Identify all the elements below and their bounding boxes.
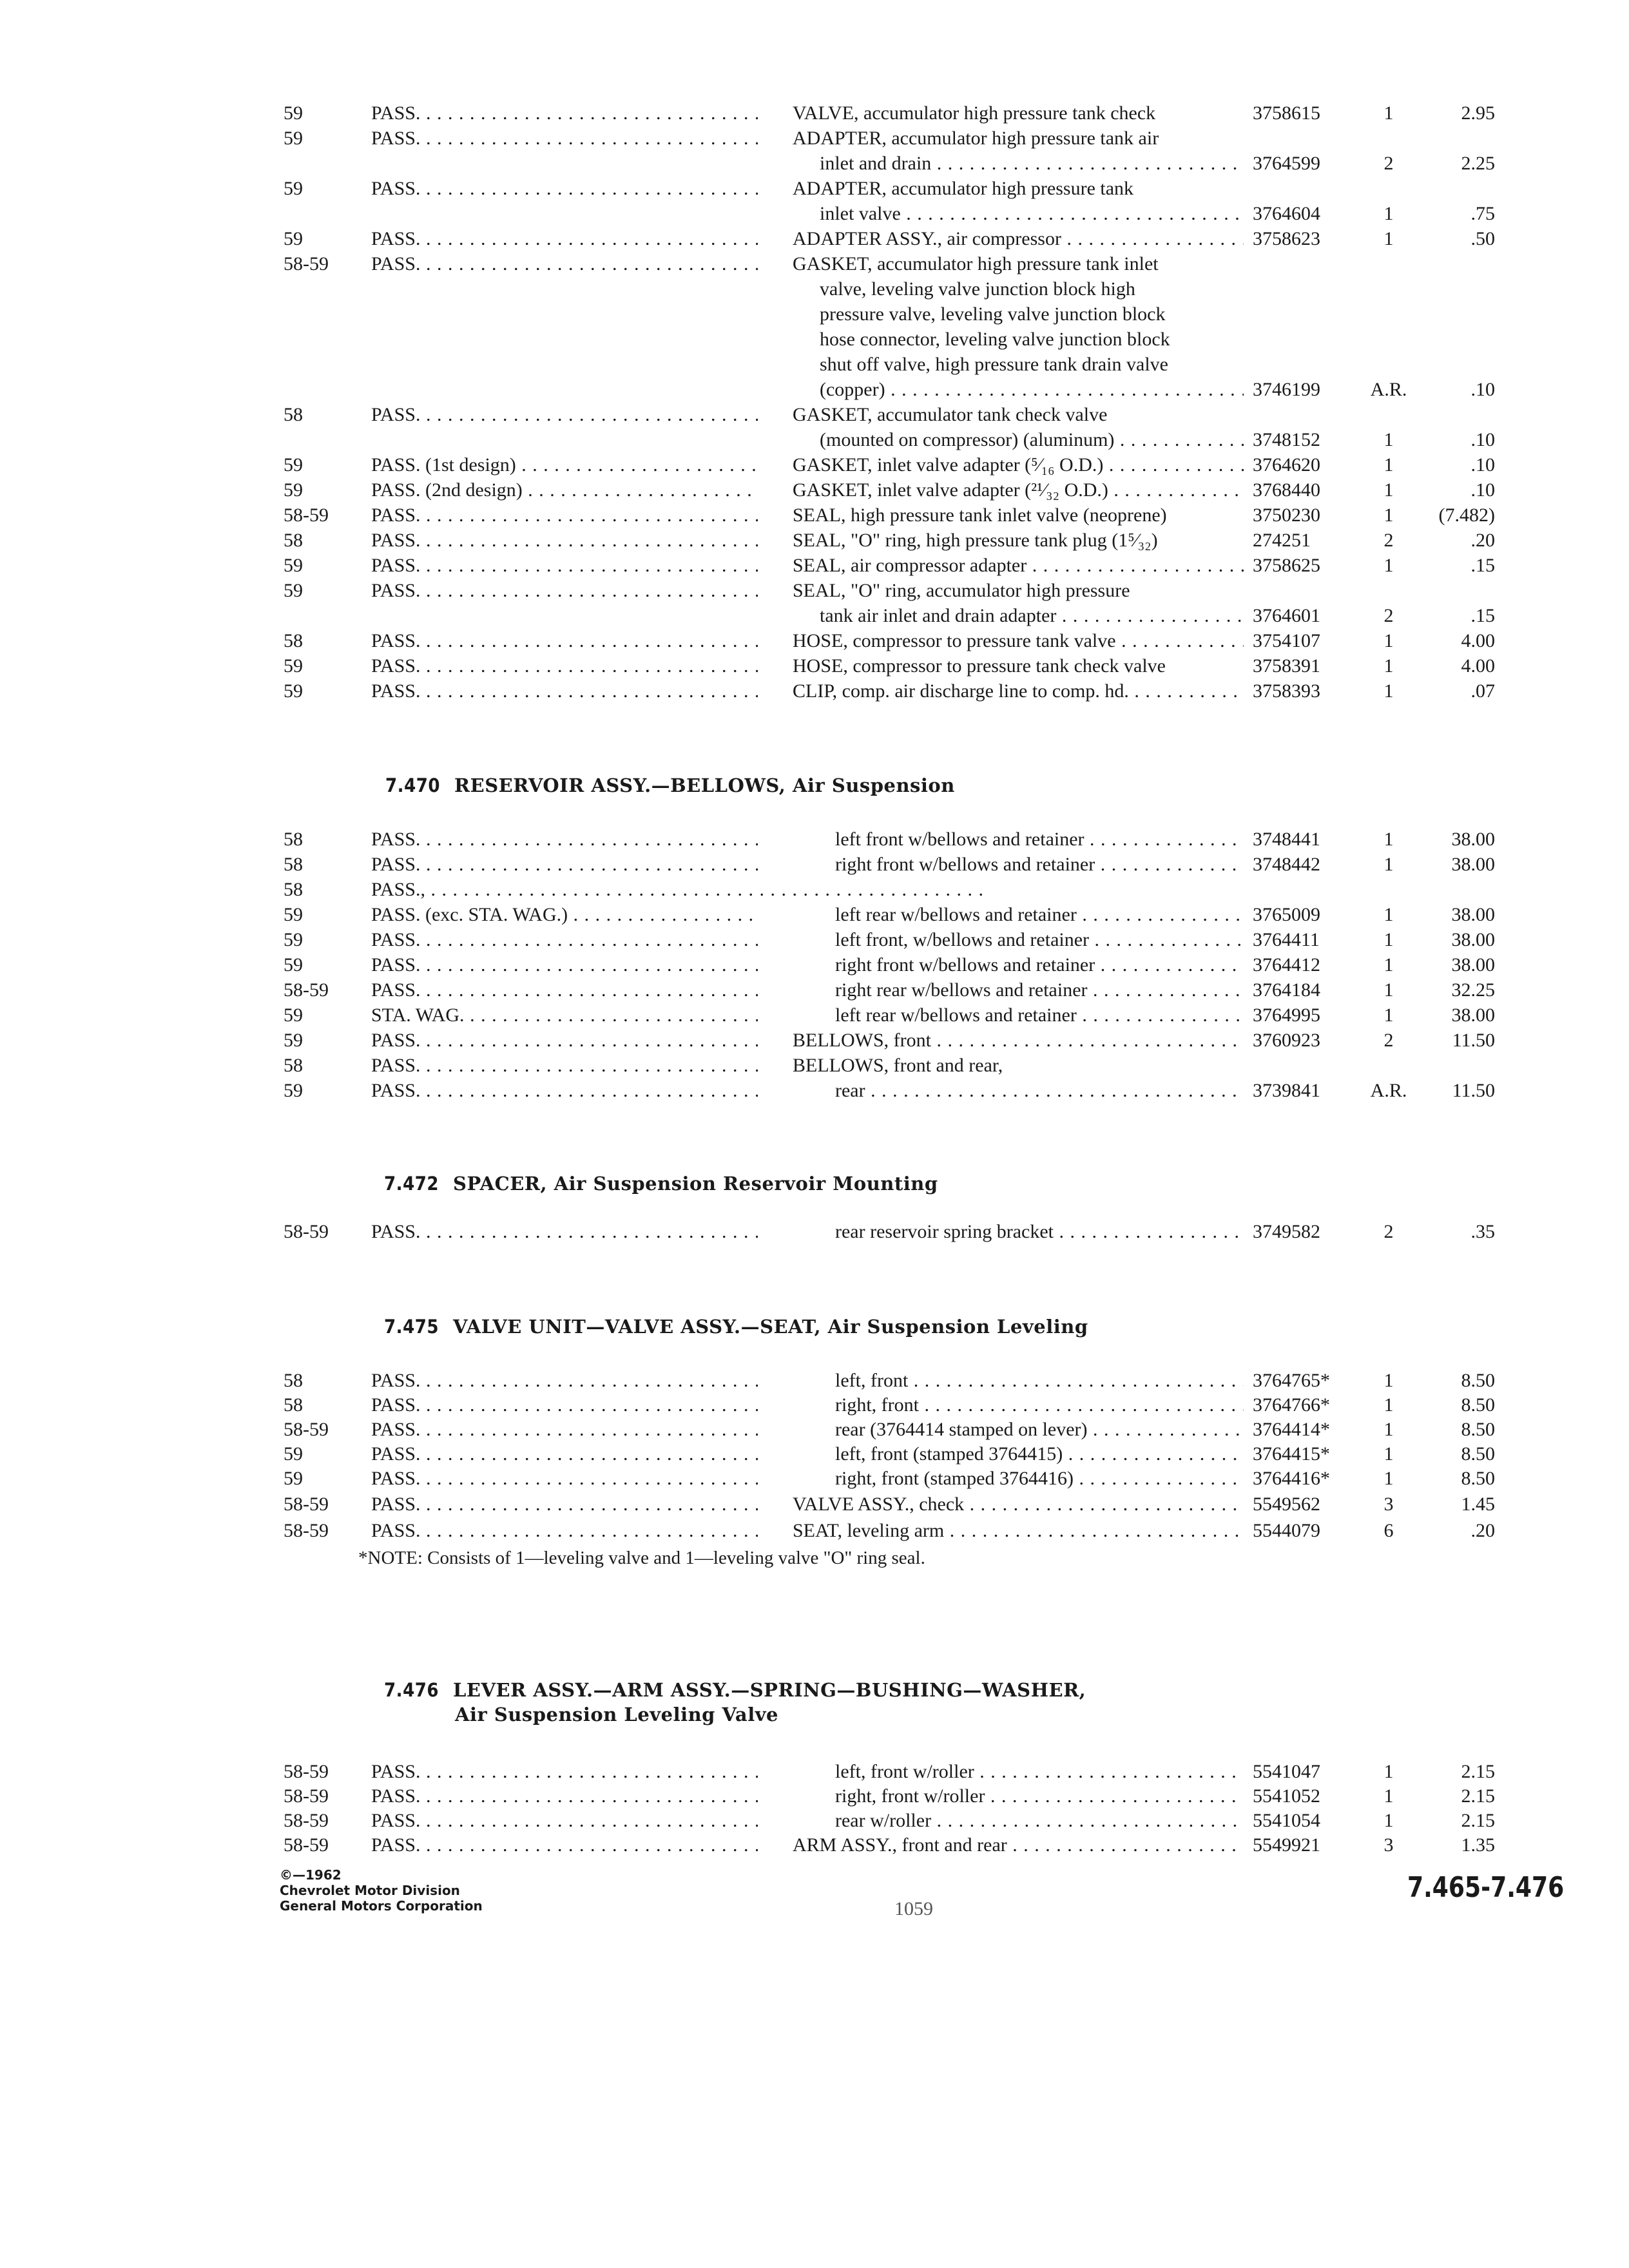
parts-row: 58-59 PASS. . . . SEAT, leveling arm . . . 5544079 6 .20 [0, 1518, 1629, 1544]
parts-row: 58-59 PASS. . . . right rear w/bellows and retainer . . . 3764184 1 32.25 [0, 977, 1629, 1003]
parts-row: (copper) . . . 3746199 A.R. .10 [0, 377, 1629, 403]
parts-row: 59 PASS. . . . ADAPTER, accumulator high pressure tank [0, 176, 1629, 202]
parts-row: 58 PASS. . . . right, front . . . 3764766* 1 8.50 [0, 1392, 1629, 1418]
parts-row: 59 PASS. . . . right front w/bellows and retainer . . . 3764412 1 38.00 [0, 952, 1629, 978]
parts-row: 58-59 PASS. . . . rear reservoir spring bracket . . . 3749582 2 .35 [0, 1219, 1629, 1245]
publisher-imprint [280, 1867, 483, 1914]
section-heading-7470: 7.470 RESERVOIR ASSY.—BELLOWS, Air Suspension [385, 774, 955, 796]
parts-row: 59 PASS. . . . right, front (stamped 3764416) . . . 3764416* 1 8.50 [0, 1466, 1629, 1492]
parts-row: 59 PASS. . . . left front, w/bellows and retainer . . . 3764411 1 38.00 [0, 927, 1629, 953]
parts-row: 58-59 PASS. . . . GASKET, accumulator high pressure tank inlet [0, 251, 1629, 277]
section-range: 7.465-7.476 [1407, 1871, 1565, 1904]
parts-row: 59 PASS. . . . HOSE, compressor to pressure tank check valve 3758391 1 4.00 [0, 653, 1629, 679]
parts-row: 58 PASS. . . . HOSE, compressor to pressure tank valve . . . 3754107 1 4.00 [0, 628, 1629, 654]
parts-row: hose connector, leveling valve junction block [820, 329, 1170, 350]
parts-row: 58-59 PASS. . . . rear (3764414 stamped on lever) . . . 3764414* 1 8.50 [0, 1417, 1629, 1443]
parts-row: 59 PASS. . . . SEAL, air compressor adapter . . . 3758625 1 .15 [0, 553, 1629, 579]
parts-row: inlet valve . . . 3764604 1 .75 [0, 201, 1629, 227]
parts-row: 58 PASS. . . . left front w/bellows and retainer . . . 3748441 1 38.00 [0, 827, 1629, 852]
parts-row: 59 PASS. . . . ADAPTER, accumulator high pressure tank air [0, 126, 1629, 151]
parts-row: shut off valve, high pressure tank drain valve [820, 354, 1168, 375]
section-heading-7475: 7.475 VALVE UNIT—VALVE ASSY.—SEAT, Air Suspension Leveling [384, 1316, 1088, 1338]
parts-row: 58 PASS., . . . [0, 877, 1629, 903]
parts-row: 58 PASS. . . . GASKET, accumulator tank check valve [0, 402, 1629, 428]
page-number: 1059 [894, 1898, 933, 1919]
parts-row: 59 PASS. . . . BELLOWS, front . . . 3760923 2 11.50 [0, 1028, 1629, 1053]
parts-row: 59 PASS. . . . VALVE, accumulator high pressure tank check 3758615 1 2.95 [0, 101, 1629, 126]
footnote: *NOTE: Consists of 1—leveling valve and 1—leveling valve "O" ring seal. [358, 1548, 925, 1568]
parts-row: 58-59 PASS. . . . right, front w/roller . . . 5541052 1 2.15 [0, 1783, 1629, 1809]
section-heading-7476: 7.476 LEVER ASSY.—ARM ASSY.—SPRING—BUSHING—WASHER, [384, 1679, 1086, 1701]
parts-row: 59 STA. WAG. . . . left rear w/bellows and retainer . . . 3764995 1 38.00 [0, 1003, 1629, 1028]
parts-row: 58-59 PASS. . . . VALVE ASSY., check . . . 5549562 3 1.45 [0, 1492, 1629, 1517]
parts-row: 58-59 PASS. . . . SEAL, high pressure tank inlet valve (neoprene) 3750230 1 (7.482) [0, 503, 1629, 528]
section-heading-7472: 7.472 SPACER, Air Suspension Reservoir Mounting [384, 1173, 938, 1195]
parts-row: 58 PASS. . . . BELLOWS, front and rear, [0, 1053, 1629, 1079]
parts-row: 59 PASS. . . . CLIP, comp. air discharge line to comp. hd. . . . 3758393 1 .07 [0, 678, 1629, 704]
parts-row: inlet and drain . . . 3764599 2 2.25 [0, 151, 1629, 177]
parts-row: 58-59 PASS. . . . ARM ASSY., front and rear . . . 5549921 3 1.35 [0, 1832, 1629, 1858]
parts-row: 59 PASS. . . . rear . . . 3739841 A.R. 11.50 [0, 1078, 1629, 1104]
division-line: Chevrolet Motor Division [280, 1883, 460, 1898]
corporation-line: General Motors Corporation [280, 1898, 483, 1914]
parts-row: 58 PASS. . . . left, front . . . 3764765* 1 8.50 [0, 1368, 1629, 1394]
parts-row: valve, leveling valve junction block high [820, 278, 1135, 300]
parts-row: 58 PASS. . . . right front w/bellows and retainer . . . 3748442 1 38.00 [0, 852, 1629, 878]
parts-row: 58-59 PASS. . . . left, front w/roller . . . 5541047 1 2.15 [0, 1759, 1629, 1785]
parts-row: 58 PASS. . . . SEAL, "O" ring, high pressure tank plug (1⁵⁄₃₂) 274251 2 .20 [0, 528, 1629, 553]
parts-row: 58-59 PASS. . . . rear w/roller . . . 5541054 1 2.15 [0, 1808, 1629, 1834]
parts-row: (mounted on compressor) (aluminum) . . . 3748152 1 .10 [0, 427, 1629, 453]
parts-row: tank air inlet and drain adapter . . . 3764601 2 .15 [0, 603, 1629, 629]
parts-row: 59 PASS. . . . left, front (stamped 3764415) . . . 3764415* 1 8.50 [0, 1441, 1629, 1467]
parts-row: pressure valve, leveling valve junction block [820, 303, 1166, 325]
parts-row: 59 PASS. (1st design) . . . GASKET, inlet valve adapter (⁵⁄₁₆ O.D.) . . . 3764620 1 .10 [0, 452, 1629, 478]
parts-row: 59 PASS. (exc. STA. WAG.) . . . left rear w/bellows and retainer . . . 3765009 1 38.00 [0, 902, 1629, 928]
parts-row: 59 PASS. (2nd design) . . . GASKET, inlet valve adapter (²¹⁄₃₂ O.D.) . . . 3768440 1 .10 [0, 477, 1629, 503]
section-heading-7476-line2: Air Suspension Leveling Valve [455, 1704, 779, 1725]
copyright-line: ©—1962 [280, 1867, 342, 1883]
parts-row: 59 PASS. . . . SEAL, "O" ring, accumulator high pressure [0, 578, 1629, 604]
parts-row: 59 PASS. . . . ADAPTER ASSY., air compressor . . . 3758623 1 .50 [0, 226, 1629, 252]
